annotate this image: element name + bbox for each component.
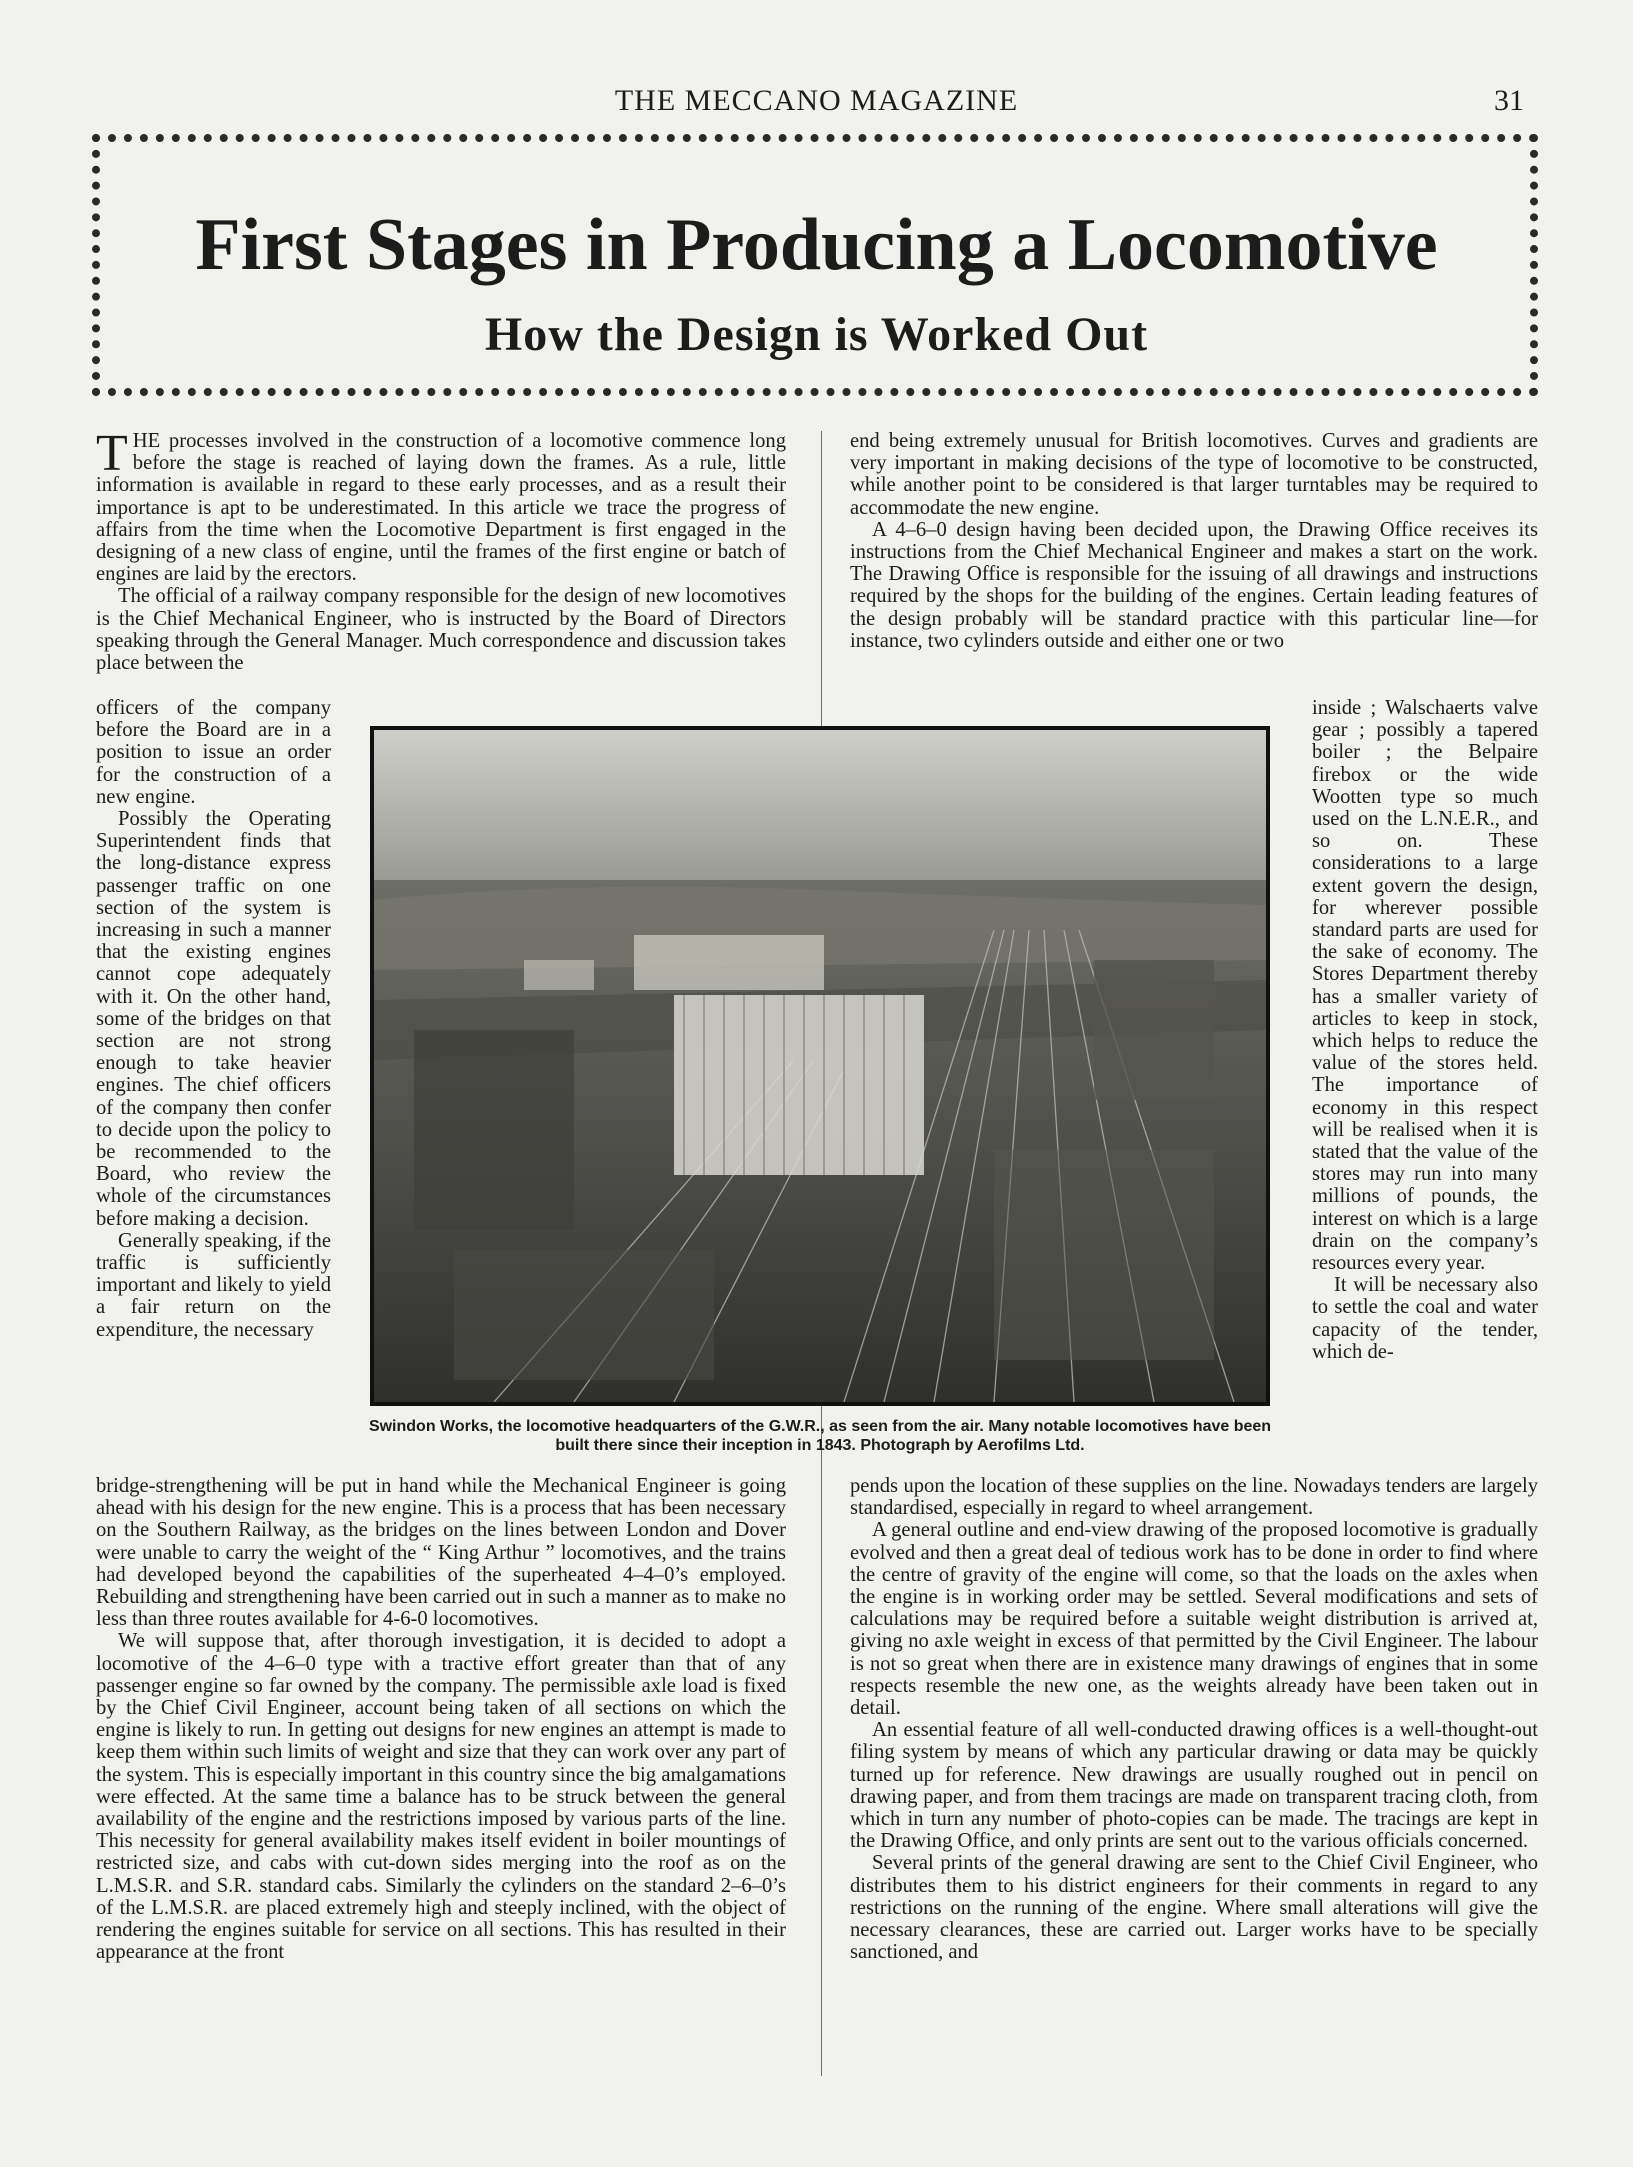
- right-column-top: [850, 430, 1538, 652]
- running-title: THE MECCANO MAGAZINE: [614, 84, 1019, 117]
- subheadline: How the Design is Worked Out: [484, 308, 1149, 361]
- article-paragraph: bridge-strengthening will be put in hand while the Mechanical Engineer is going ahead with his design for the new engine. This is a process that has been necessary on the Southern Railway, as the bridges on the lines between London and Dover were unable to carry the weight of the “ King Arthur ” locomotives, and the trains had developed beyond the capabilities of the superheated 4–4–0’s employed. Rebuilding and strengthening have been carried out in such a manner as to make no less than three routes available for 4-6-0 locomotives.: [96, 1475, 786, 1631]
- drop-cap: T: [96, 425, 128, 482]
- page-number: 31: [1494, 84, 1524, 117]
- left-column-top: [96, 425, 786, 675]
- photo-caption: Swindon Works, the locomotive headquarters of the G.W.R., as seen from the air. Many notable locomotives have been built there since their inception in 1843. Photograph by Aerofilms Ltd.: [368, 1418, 1272, 1454]
- article-paragraph: end being extremely unusual for British locomotives. Curves and gradients are very important in making decisions of the type of locomotive to be constructed, while another point to be considered is that larger turntables may be required to accommodate the new engine.: [850, 430, 1538, 519]
- article-paragraph: An essential feature of all well-conducted drawing offices is a well-thought-out filing system by means of which any particular drawing or data may be quickly turned up for reference. New drawings are usually roughed out in pencil on drawing paper, and from them tracings are made on transparent tracing cloth, from which in turn any number of photo-copies can be made. The tracings are kept in the Drawing Office, and only prints are sent out to the various officials concerned.: [850, 1719, 1538, 1853]
- left-column-bottom: [96, 1475, 786, 1963]
- right-column-bottom: [850, 1475, 1538, 1963]
- article-paragraph: Several prints of the general drawing are sent to the Chief Civil Engineer, who distributes them to his district engineers for their comments in regard to any restrictions on the running of the engine. Where small alterations will give the necessary clearances, these are carried out. Larger works have to be specially sanctioned, and: [850, 1852, 1538, 1964]
- article-paragraph: Possibly the Operating Superintendent finds that the long-distance express passenger traffic on one section of the system is increasing in such a manner that the existing engines cannot cope adequately with it. On the other hand, some of the bridges on that section are not strong enough to take heavier engines. The chief officers of the company then confer to decide upon the policy to be recommended to the Board, who review the whole of the circumstances before making a decision.: [96, 808, 331, 1230]
- article-paragraph: We will suppose that, after thorough investigation, it is decided to adopt a locomotive of the 4–6–0 type with a tractive effort greater than that of any passenger engine so far owned by the company. The permissible axle load is fixed by the Chief Civil Engineer, account being taken of all sections on which the engine is likely to run. In getting out designs for new engines an attempt is made to keep them within such limits of weight and size that they can work over any part of the system. This is especially important in this country since the big amalgamations were effected. At the same time a balance has to be struck between the general availability of the engine and the restrictions imposed by various parts of the line. This necessity for general availability makes itself evident in boiler mountings of restricted size, and cabs with cut-down sides merging into the roof as on the L.M.S.R. and S.R. standard cabs. Similarly the cylinders on the standard 2–6–0’s of the L.M.S.R. are placed extremely high and steeply inclined, with the object of rendering the engines suitable for service on all sections. This has resulted in their appearance at the front: [96, 1630, 786, 1964]
- article-paragraph: Generally speaking, if the traffic is sufficiently important and likely to yield a fair return on the expenditure, the necessary: [96, 1229, 331, 1341]
- article-paragraph: THE processes involved in the construction of a locomotive commence long before the stage is reached of laying down the frames. As a rule, little information is available in regard to these early processes, and as a result their importance is apt to be underestimated. In this article we trace the progress of affairs from the time when the Locomotive Department is first engaged in the designing of a new class of engine, until the frames of the first engine or batch of engines are laid by the erectors.: [96, 425, 786, 586]
- aerial-photo-image: [374, 730, 1266, 1402]
- article-paragraph: inside ; Walschaerts valve gear ; possibly a tapered boiler ; the Belpaire firebox or the wide Wootten type so much used on the L.N.E.R., and so on. These considerations to a large extent govern the design, for wherever possible standard parts are used for the sake of economy. The Stores Department thereby has a smaller variety of articles to keep in stock, which helps to reduce the value of the stores held. The importance of economy in this respect will be realised when it is stated that the value of the stores may run into many millions of pounds, the interest on which is a large drain on the company’s resources every year.: [1312, 697, 1538, 1275]
- right-column-narrow: [1312, 697, 1538, 1363]
- article-paragraph: officers of the company before the Board are in a position to issue an order for the construction of a new engine.: [96, 697, 331, 808]
- aerial-photo: [370, 726, 1270, 1406]
- headline: First Stages in Producing a Locomotive: [195, 204, 1438, 286]
- article-paragraph: A 4–6–0 design having been decided upon, the Drawing Office receives its instructions from the Chief Mechanical Engineer and makes a start on the work. The Drawing Office is responsible for the issuing of all drawings and instructions required by the shops for the building of the engines. Certain leading features of the design probably will be standard practice with this particular line—for instance, two cylinders outside and either one or two: [850, 518, 1538, 652]
- article-paragraph: A general outline and end-view drawing of the proposed locomotive is gradually evolved and then a great deal of tedious work has to be done in order to find where the centre of gravity of the engine will come, so that the loads on the axles when the engine is in working order may be settled. Several modifications and sets of calculations may be required before a suitable weight distribution is arrived at, giving no axle weight in excess of that permitted by the Civil Engineer. The labour is not so great when there are in existence many drawings of engines that in some respects resemble the new one, as the weights already have been taken out in detail.: [850, 1519, 1538, 1720]
- article-paragraph: The official of a railway company responsible for the design of new locomotives is the Chief Mechanical Engineer, who is instructed by the Board of Directors speaking through the General Manager. Much correspondence and discussion takes place between the: [96, 585, 786, 675]
- article-paragraph: pends upon the location of these supplies on the line. Nowadays tenders are largely standardised, especially in regard to wheel arrangement.: [850, 1475, 1538, 1520]
- left-column-narrow: [96, 697, 331, 1341]
- article-paragraph: It will be necessary also to settle the coal and water capacity of the tender, which de-: [1312, 1274, 1538, 1363]
